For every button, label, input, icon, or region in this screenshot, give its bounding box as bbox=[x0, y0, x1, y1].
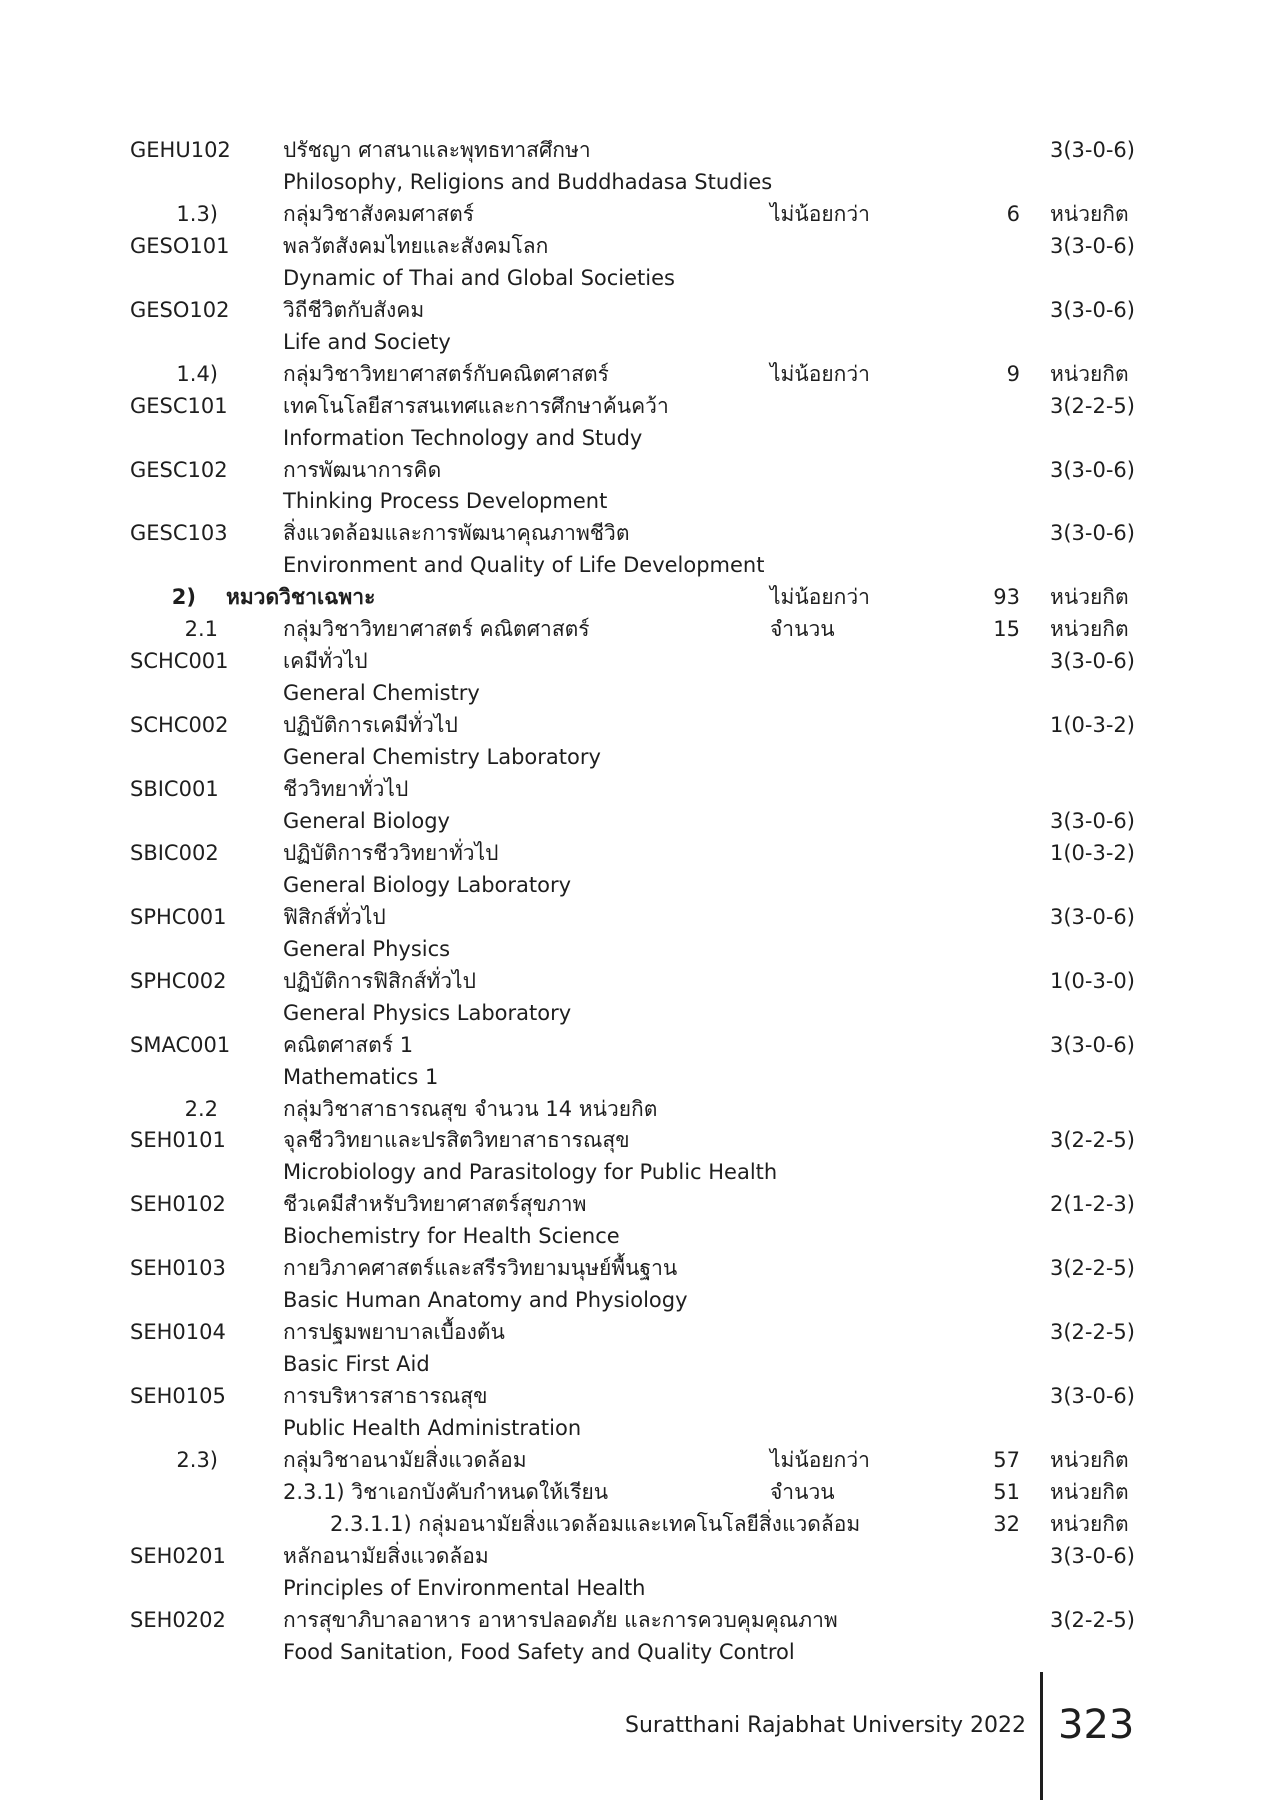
credit-unit: หน่วยกิต bbox=[1050, 1479, 1129, 1504]
course-row bbox=[0, 1252, 1267, 1284]
credit-amount: 57 bbox=[993, 1447, 1020, 1472]
group-title: กลุ่มวิชาสังคมศาสตร์ bbox=[283, 201, 475, 226]
course-credit: 2(1-2-3) bbox=[1050, 1192, 1135, 1217]
course-code: SBIC001 bbox=[130, 777, 219, 801]
course-code: SEH0102 bbox=[130, 1192, 226, 1217]
course-row bbox=[0, 1029, 1267, 1061]
course-row bbox=[0, 1124, 1267, 1156]
credit-unit: หน่วยกิต bbox=[1050, 617, 1129, 642]
course-code: SEH0101 bbox=[130, 1128, 226, 1153]
group-title: กลุ่มวิชาวิทยาศาสตร์ คณิตศาสตร์ bbox=[283, 617, 590, 642]
course-code: SPHC002 bbox=[130, 968, 227, 993]
course-row bbox=[0, 1380, 1267, 1412]
credit-amount: 6 bbox=[1006, 201, 1020, 226]
course-title-english: Dynamic of Thai and Global Societies bbox=[283, 265, 675, 290]
course-credit: 3(3-0-6) bbox=[1050, 457, 1135, 482]
course-english-title-row bbox=[0, 1220, 1267, 1252]
course-title-english: General Physics Laboratory bbox=[283, 1000, 572, 1025]
course-credit: 3(3-0-6) bbox=[1050, 808, 1135, 833]
course-english-title-row bbox=[0, 485, 1267, 517]
course-credit: 1(0-3-0) bbox=[1050, 968, 1135, 993]
course-code: GESC102 bbox=[130, 457, 228, 482]
course-code: SCHC001 bbox=[130, 649, 229, 674]
course-title-thai: ชีววิทยาทั่วไป bbox=[283, 777, 409, 801]
course-title-thai: การบริหารสาธารณสุข bbox=[283, 1384, 488, 1409]
course-row bbox=[0, 901, 1267, 933]
course-title-english: Basic Human Anatomy and Physiology bbox=[283, 1288, 688, 1313]
subgroup-title: 2.3.1.1) กลุ่มอนามัยสิ่งแวดล้อมและเทคโนโลยีสิ่งแวดล้อม bbox=[330, 1511, 861, 1536]
course-english-title-row bbox=[0, 1636, 1267, 1668]
course-english-title-row bbox=[0, 422, 1267, 454]
course-credit: 3(2-2-5) bbox=[1050, 393, 1135, 418]
course-english-title-row bbox=[0, 677, 1267, 709]
course-row bbox=[0, 294, 1267, 326]
course-title-thai: ปฏิบัติการชีววิทยาทั่วไป bbox=[283, 840, 499, 865]
course-english-title-row bbox=[0, 1061, 1267, 1093]
group-number: 1.4) bbox=[176, 361, 218, 386]
course-title-english: Life and Society bbox=[283, 329, 451, 354]
course-credit: 3(3-0-6) bbox=[1050, 904, 1135, 929]
course-code: SMAC001 bbox=[130, 1032, 231, 1057]
course-row bbox=[0, 645, 1267, 677]
credit-amount: 51 bbox=[993, 1479, 1020, 1504]
course-title-thai: ปรัชญา ศาสนาและพุทธทาสศึกษา bbox=[283, 138, 591, 162]
course-title-thai: หลักอนามัยสิ่งแวดล้อม bbox=[283, 1543, 489, 1568]
course-title-english: General Biology bbox=[283, 808, 450, 833]
group-heading-row bbox=[0, 198, 1267, 230]
group-heading-row bbox=[0, 1476, 1267, 1508]
course-english-title-row bbox=[0, 549, 1267, 581]
group-heading-row bbox=[0, 1508, 1267, 1540]
course-credit: 3(3-0-6) bbox=[1050, 1032, 1135, 1057]
course-title-english: Environment and Quality of Life Development bbox=[283, 553, 765, 578]
course-english-title-row bbox=[0, 166, 1267, 198]
course-row bbox=[0, 837, 1267, 869]
course-english-title-row bbox=[0, 1348, 1267, 1380]
course-credit: 3(3-0-6) bbox=[1050, 138, 1135, 162]
course-english-title-row bbox=[0, 805, 1267, 837]
course-credit: 3(2-2-5) bbox=[1050, 1128, 1135, 1153]
course-code: GESO102 bbox=[130, 297, 230, 322]
section-heading-row bbox=[0, 581, 1267, 613]
course-credit: 3(3-0-6) bbox=[1050, 1543, 1135, 1568]
group-number: 2.3) bbox=[176, 1447, 218, 1472]
course-row bbox=[0, 709, 1267, 741]
course-english-title-row bbox=[0, 997, 1267, 1029]
course-credit: 3(3-0-6) bbox=[1050, 233, 1135, 258]
credit-unit: หน่วยกิต bbox=[1050, 361, 1129, 386]
credit-unit: หน่วยกิต bbox=[1050, 201, 1129, 226]
course-title-thai: จุลชีววิทยาและปรสิตวิทยาสาธารณสุข bbox=[283, 1128, 630, 1153]
credit-unit: หน่วยกิต bbox=[1050, 1511, 1129, 1536]
course-title-thai: เทคโนโลยีสารสนเทศและการศึกษาค้นคว้า bbox=[283, 393, 669, 418]
course-title-thai: เคมีทั่วไป bbox=[283, 649, 368, 674]
group-title: กลุ่มวิชาวิทยาศาสตร์กับคณิตศาสตร์ bbox=[283, 361, 609, 386]
group-heading-row bbox=[0, 613, 1267, 645]
course-code: SPHC001 bbox=[130, 904, 227, 929]
credit-condition: จำนวน bbox=[770, 617, 835, 642]
group-title: กลุ่มวิชาอนามัยสิ่งแวดล้อม bbox=[283, 1447, 527, 1472]
course-english-title-row bbox=[0, 1572, 1267, 1604]
course-credit: 3(2-2-5) bbox=[1050, 1320, 1135, 1345]
course-title-english: Public Health Administration bbox=[283, 1416, 582, 1440]
course-code: GESC101 bbox=[130, 393, 228, 418]
course-title-english: Basic First Aid bbox=[283, 1352, 430, 1377]
course-row bbox=[0, 965, 1267, 997]
course-title-english: General Biology Laboratory bbox=[283, 872, 572, 897]
credit-unit: หน่วยกิต bbox=[1050, 585, 1129, 610]
credit-condition: ไม่น้อยกว่า bbox=[770, 201, 870, 226]
course-title-thai: การพัฒนาการคิด bbox=[283, 457, 442, 482]
course-english-title-row bbox=[0, 262, 1267, 294]
course-title-thai: คณิตศาสตร์ 1 bbox=[283, 1032, 414, 1057]
course-code: SCHC002 bbox=[130, 713, 229, 738]
course-row bbox=[0, 1316, 1267, 1348]
course-row bbox=[0, 454, 1267, 486]
course-title-thai: วิถีชีวิตกับสังคม bbox=[283, 297, 425, 322]
course-title-thai: ฟิสิกส์ทั่วไป bbox=[283, 904, 386, 929]
page-number: 323 bbox=[1058, 1702, 1135, 1748]
course-row bbox=[0, 390, 1267, 422]
course-code: GEHU102 bbox=[130, 138, 231, 162]
credit-amount: 9 bbox=[1006, 361, 1020, 386]
credit-condition: ไม่น้อยกว่า bbox=[770, 1447, 870, 1472]
credit-condition: ไม่น้อยกว่า bbox=[770, 361, 870, 386]
group-heading-row bbox=[0, 358, 1267, 390]
course-english-title-row bbox=[0, 869, 1267, 901]
course-title-english: Principles of Environmental Health bbox=[283, 1575, 646, 1600]
course-title-english: Food Sanitation, Food Safety and Quality Control bbox=[283, 1639, 795, 1664]
course-title-english: Mathematics 1 bbox=[283, 1064, 439, 1089]
course-code: GESC103 bbox=[130, 521, 228, 546]
course-title-english: Microbiology and Parasitology for Public Health bbox=[283, 1160, 778, 1185]
course-title-english: General Chemistry bbox=[283, 681, 480, 706]
course-row bbox=[0, 517, 1267, 549]
course-credit: 3(3-0-6) bbox=[1050, 649, 1135, 674]
course-english-title-row bbox=[0, 1156, 1267, 1188]
course-title-thai: พลวัตสังคมไทยและสังคมโลก bbox=[283, 233, 549, 258]
credit-condition: จำนวน bbox=[770, 1479, 835, 1504]
footer-university: Suratthani Rajabhat University 2022 bbox=[624, 1713, 1026, 1738]
course-code: SBIC002 bbox=[130, 840, 219, 865]
course-title-thai: การปฐมพยาบาลเบื้องต้น bbox=[283, 1320, 505, 1345]
course-title-english: Biochemistry for Health Science bbox=[283, 1224, 620, 1249]
course-title-english: Philosophy, Religions and Buddhadasa Studies bbox=[283, 169, 773, 194]
course-code: SEH0202 bbox=[130, 1607, 226, 1632]
credit-amount: 93 bbox=[993, 585, 1020, 610]
group-heading-row bbox=[0, 1093, 1267, 1125]
course-title-thai: การสุขาภิบาลอาหาร อาหารปลอดภัย และการควบคุมคุณภาพ bbox=[283, 1607, 838, 1632]
course-title-thai: ชีวเคมีสำหรับวิทยาศาสตร์สุขภาพ bbox=[283, 1192, 587, 1217]
course-row bbox=[0, 773, 1267, 805]
course-credit: 1(0-3-2) bbox=[1050, 840, 1135, 865]
course-credit: 3(3-0-6) bbox=[1050, 521, 1135, 546]
course-credit: 3(3-0-6) bbox=[1050, 1384, 1135, 1409]
course-row bbox=[0, 134, 1267, 166]
course-code: SEH0104 bbox=[130, 1320, 226, 1345]
course-title-english: General Physics bbox=[283, 936, 451, 961]
course-english-title-row bbox=[0, 1412, 1267, 1444]
course-credit: 1(0-3-2) bbox=[1050, 713, 1135, 738]
section-title: หมวดวิชาเฉพาะ bbox=[226, 585, 376, 610]
group-title: 2.3.1) วิชาเอกบังคับกำหนดให้เรียน bbox=[283, 1479, 609, 1504]
course-english-title-row bbox=[0, 326, 1267, 358]
course-row bbox=[0, 1540, 1267, 1572]
course-title-english: Information Technology and Study bbox=[283, 425, 643, 450]
course-title-thai: กายวิภาคศาสตร์และสรีรวิทยามนุษย์พื้นฐาน bbox=[283, 1256, 678, 1281]
course-code: GESO101 bbox=[130, 233, 230, 258]
course-english-title-row bbox=[0, 1284, 1267, 1316]
course-credit: 3(3-0-6) bbox=[1050, 297, 1135, 322]
course-title-thai: ปฏิบัติการเคมีทั่วไป bbox=[283, 713, 458, 738]
course-title-thai: สิ่งแวดล้อมและการพัฒนาคุณภาพชีวิต bbox=[283, 521, 630, 546]
course-code: SEH0201 bbox=[130, 1543, 226, 1568]
credit-amount: 32 bbox=[993, 1511, 1020, 1536]
course-title-english: Thinking Process Development bbox=[283, 489, 608, 514]
course-credit: 3(2-2-5) bbox=[1050, 1256, 1135, 1281]
credit-unit: หน่วยกิต bbox=[1050, 1447, 1129, 1472]
group-number: 2.2 bbox=[184, 1096, 218, 1121]
footer-divider bbox=[1040, 1672, 1043, 1800]
group-title: กลุ่มวิชาสาธารณสุข จำนวน 14 หน่วยกิต bbox=[283, 1096, 658, 1121]
course-title-thai: ปฏิบัติการฟิสิกส์ทั่วไป bbox=[283, 968, 476, 993]
credit-amount: 15 bbox=[993, 617, 1020, 642]
course-credit: 3(2-2-5) bbox=[1050, 1607, 1135, 1632]
course-row bbox=[0, 230, 1267, 262]
course-code: SEH0103 bbox=[130, 1256, 226, 1281]
group-number: 2.1 bbox=[184, 617, 218, 642]
credit-condition: ไม่น้อยกว่า bbox=[770, 585, 870, 610]
course-row bbox=[0, 1604, 1267, 1636]
course-code: SEH0105 bbox=[130, 1384, 226, 1409]
course-english-title-row bbox=[0, 741, 1267, 773]
group-number: 1.3) bbox=[176, 201, 218, 226]
course-english-title-row bbox=[0, 933, 1267, 965]
group-heading-row bbox=[0, 1444, 1267, 1476]
course-row bbox=[0, 1188, 1267, 1220]
section-number: 2) bbox=[171, 585, 196, 610]
course-title-english: General Chemistry Laboratory bbox=[283, 745, 601, 770]
